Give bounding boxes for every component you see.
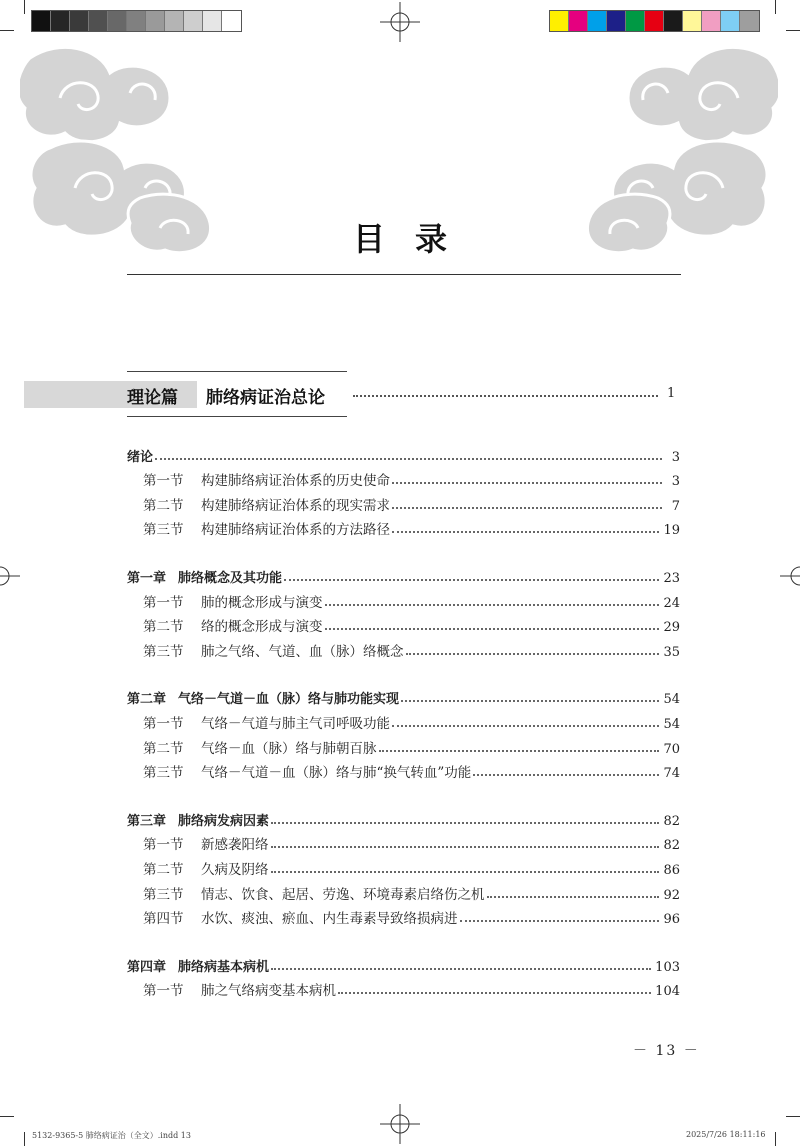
section-number: 第一节 (143, 594, 184, 611)
color-swatch (569, 11, 588, 31)
toc-section-entry[interactable] (127, 853, 680, 878)
color-swatch (683, 11, 702, 31)
chapter-number: 第四章 (127, 959, 167, 975)
color-swatch (721, 11, 740, 31)
section-page-number: 96 (663, 912, 680, 928)
toc-section-entry[interactable] (127, 757, 680, 782)
section-page-number: 54 (663, 716, 680, 732)
chapter-page-number: 3 (671, 449, 680, 465)
section-title: 情志、饮食、起居、劳逸、环境毒素启络伤之机 (201, 886, 485, 903)
section-number: 第一节 (143, 715, 184, 732)
toc-chapter-group (127, 440, 680, 538)
section-number: 第一节 (143, 473, 184, 490)
section-number: 第三节 (143, 643, 184, 660)
registration-mark-top (380, 2, 420, 42)
section-number: 第二节 (143, 619, 184, 636)
crop-mark (24, 0, 25, 14)
chapter-title: 肺络病基本病机 (178, 959, 270, 975)
toc-section-entry[interactable] (127, 975, 680, 1000)
color-swatch (626, 11, 645, 31)
color-swatch (146, 11, 165, 31)
color-swatch (550, 11, 569, 31)
color-swatch (127, 11, 146, 31)
dot-leader (392, 531, 659, 533)
part-label: 理论篇 (127, 388, 178, 408)
dot-leader (401, 700, 659, 702)
section-title: 肺之气络病变基本病机 (201, 983, 336, 1000)
dot-leader (155, 458, 662, 460)
dot-leader (271, 871, 660, 873)
chapter-page-number: 54 (663, 692, 680, 708)
toc-chapter-entry[interactable] (127, 440, 680, 465)
dot-leader (338, 992, 651, 994)
dot-leader (379, 750, 660, 752)
toc-section-entry[interactable] (127, 707, 680, 732)
chapter-title: 肺络概念及其功能 (178, 570, 283, 586)
registration-mark-right (780, 556, 800, 596)
section-title: 水饮、痰浊、瘀血、内生毒素导致络损病进 (201, 911, 458, 928)
section-title: 络的概念形成与演变 (201, 619, 323, 636)
toc-chapter-entry[interactable] (127, 950, 680, 975)
toc-section-entry[interactable] (127, 489, 680, 514)
crop-mark (775, 1132, 776, 1146)
color-swatch (108, 11, 127, 31)
chapter-page-number: 103 (655, 959, 680, 975)
part-rule-top (127, 371, 347, 372)
part-title[interactable]: 肺络病证治总论 (206, 388, 325, 408)
section-number: 第三节 (143, 522, 184, 539)
dot-leader (460, 920, 660, 922)
chapter-number: 第三章 (127, 813, 167, 829)
page-number: － 13 － (633, 1043, 700, 1059)
dot-leader (487, 896, 660, 898)
section-title: 构建肺络病证治体系的现实需求 (201, 497, 390, 514)
toc-chapter-group (127, 561, 680, 659)
section-number: 第二节 (143, 497, 184, 514)
toc-section-entry[interactable] (127, 903, 680, 928)
toc-section-entry[interactable] (127, 514, 680, 539)
page-title: 目录 (352, 220, 477, 258)
color-swatch (607, 11, 626, 31)
toc-chapter-entry[interactable] (127, 683, 680, 708)
part-rule-bottom (127, 416, 347, 417)
section-title: 构建肺络病证治体系的方法路径 (201, 522, 390, 539)
dot-leader (325, 604, 660, 606)
color-swatch (89, 11, 108, 31)
dot-leader (325, 628, 660, 630)
dot-leader (284, 579, 659, 581)
color-swatch (702, 11, 721, 31)
color-swatch (165, 11, 184, 31)
section-number: 第四节 (143, 911, 184, 928)
color-swatch (740, 11, 759, 31)
dot-leader (392, 725, 659, 727)
color-swatch (51, 11, 70, 31)
section-title: 新感袭阳络 (201, 837, 269, 854)
footer-file-info: 5132-9365-5 肺络病证治（全文）.indd 13 (32, 1131, 191, 1140)
part-page-number: 1 (667, 386, 676, 401)
chapter-page-number: 82 (663, 813, 680, 829)
section-page-number: 3 (671, 474, 680, 490)
chapter-number: 第二章 (127, 692, 167, 708)
chapter-title: 肺络病发病因素 (178, 813, 270, 829)
color-swatch (664, 11, 683, 31)
gray-swatch-bar (31, 10, 242, 32)
color-swatch (588, 11, 607, 31)
chapter-title: 气络－气道－血（脉）络与肺功能实现 (178, 692, 400, 708)
section-page-number: 92 (663, 887, 680, 903)
color-swatch (32, 11, 51, 31)
dot-leader (271, 822, 659, 824)
section-number: 第三节 (143, 765, 184, 782)
section-page-number: 70 (663, 741, 680, 757)
crop-mark (786, 1116, 800, 1117)
section-page-number: 7 (671, 498, 680, 514)
dot-leader (271, 968, 651, 970)
table-of-contents (127, 440, 680, 1022)
toc-section-entry[interactable] (127, 586, 680, 611)
section-number: 第一节 (143, 983, 184, 1000)
section-page-number: 104 (655, 984, 680, 1000)
section-title: 气络－气道－血（脉）络与肺“换气转血”功能 (201, 765, 472, 782)
dot-leader (406, 653, 660, 655)
toc-section-entry[interactable] (127, 829, 680, 854)
section-number: 第三节 (143, 886, 184, 903)
section-title: 肺之气络、气道、血（脉）络概念 (201, 643, 404, 660)
section-number: 第一节 (143, 837, 184, 854)
toc-section-entry[interactable] (127, 878, 680, 903)
dot-leader (392, 507, 662, 509)
color-swatch-bar (549, 10, 760, 32)
section-page-number: 24 (663, 595, 680, 611)
section-title: 气络－血（脉）络与肺朝百脉 (201, 740, 377, 757)
section-title: 肺的概念形成与演变 (201, 594, 323, 611)
chapter-page-number: 23 (663, 570, 680, 586)
section-page-number: 74 (663, 766, 680, 782)
color-swatch (184, 11, 203, 31)
toc-chapter-group (127, 683, 680, 781)
toc-chapter-group (127, 804, 680, 927)
color-swatch (70, 11, 89, 31)
dot-leader (271, 846, 660, 848)
crop-mark (24, 1132, 25, 1146)
section-page-number: 29 (663, 620, 680, 636)
section-page-number: 86 (663, 862, 680, 878)
section-number: 第二节 (143, 740, 184, 757)
registration-mark-bottom (380, 1104, 420, 1144)
section-title: 构建肺络病证治体系的历史使命 (201, 473, 390, 490)
section-page-number: 35 (663, 644, 680, 660)
crop-mark (0, 1116, 14, 1117)
footer-timestamp: 2025/7/26 18:11:16 (686, 1130, 766, 1139)
dot-leader (392, 482, 662, 484)
chapter-number: 第一章 (127, 570, 167, 586)
crop-mark (0, 30, 14, 31)
toc-chapter-entry[interactable] (127, 804, 680, 829)
toc-section-entry[interactable] (127, 635, 680, 660)
color-swatch (645, 11, 664, 31)
dot-leader (353, 395, 658, 397)
chapter-title: 绪论 (127, 449, 154, 465)
section-number: 第二节 (143, 861, 184, 878)
color-swatch (203, 11, 222, 31)
registration-mark-left (0, 556, 20, 596)
dot-leader (473, 774, 659, 776)
toc-section-entry[interactable] (127, 465, 680, 490)
section-page-number: 82 (663, 838, 680, 854)
section-title: 气络－气道与肺主气司呼吸功能 (201, 715, 390, 732)
title-rule (127, 274, 681, 275)
section-title: 久病及阴络 (201, 861, 269, 878)
toc-section-entry[interactable] (127, 732, 680, 757)
toc-chapter-group (127, 950, 680, 999)
toc-chapter-entry[interactable] (127, 561, 680, 586)
toc-section-entry[interactable] (127, 611, 680, 636)
color-swatch (222, 11, 241, 31)
section-page-number: 19 (663, 523, 680, 539)
crop-mark (775, 0, 776, 14)
crop-mark (786, 30, 800, 31)
